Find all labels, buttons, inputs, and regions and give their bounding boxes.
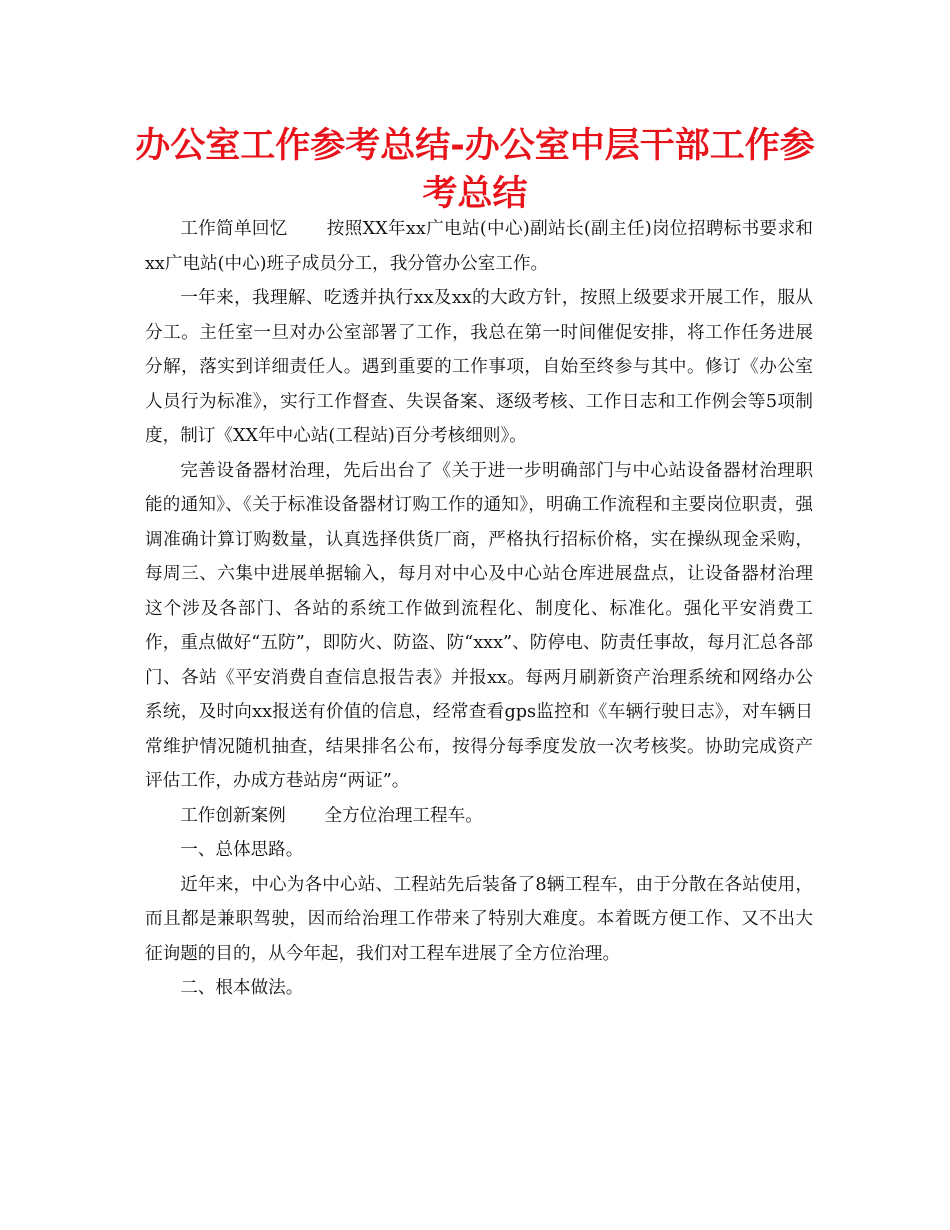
paragraph-heading-1 (145, 833, 813, 868)
paragraph-text: 一年来，我理解、吃透并执行xx及xx的大政方针，按照上级要求开展工作，服从分工。主任室一旦对办公室部署了工作，我总在第一时间催促安排，将工作任务进展分解，落实到详细责任人。遇到重要的工作事项，自始至终参与其中。修订《办公室人员行为标准》，实行工作督查、失误备案、逐级考核、工作日志和工作例会等5项制度，制订《XX年中心站(工程站)百分考核细则》。 (145, 288, 813, 446)
document-body (145, 212, 813, 1006)
paragraph-heading-2 (145, 971, 813, 1006)
paragraph-lead: 工作简单回忆 (180, 219, 288, 239)
paragraph-equipment (145, 454, 813, 799)
paragraph-innovation-case (145, 799, 813, 834)
paragraph-text: 全方位治理工程车。 (324, 805, 483, 826)
document-title: 办公室工作参考总结-办公室中层干部工作参考总结 (135, 126, 815, 214)
paragraph-vehicles (145, 868, 813, 972)
paragraph-text: 完善设备器材治理，先后出台了《关于进一步明确部门与中心站设备器材治理职能的通知》、《关于标准设备器材订购工作的通知》，明确工作流程和主要岗位职责，强调准确计算订购数量，认真选择供货厂商，严格执行招标价格，实在操纵现金采购，每周三、六集中进展单据输入，每月对中心及中心站仓库进展盘点，让设备器材治理这个涉及各部门、各站的系统工作做到流程化、制度化、标准化。强化平安消费工作，重点做好“五防”，即防火、防盗、防“xxx”、防停电、防责任事故，每月汇总各部门、各站《平安消费自查信息报告表》并报xx。每两月刷新资产治理系统和网络办公系统，及时向xx报送有价值的信息，经常查看gps监控和《车辆行驶日志》，对车辆日常维护情况随机抽查，结果排名公布，按得分每季度发放一次考核奖。协助完成资产评估工作，办成方巷站房“两证”。 (145, 460, 813, 791)
paragraph-text: 按照XX年xx广电站(中心)副站长(副主任)岗位招聘标书要求和xx广电站(中心)班子成员分工，我分管办公室工作。 (145, 219, 813, 274)
paragraph-year-work (145, 281, 813, 454)
paragraph-lead: 工作创新案例 (180, 805, 286, 826)
paragraph-text: 近年来，中心为各中心站、工程站先后装备了8辆工程车，由于分散在各站使用，而且都是兼职驾驶，因而给治理工作带来了特别大难度。本着既方便工作、又不出大征询题的目的，从今年起，我们对工程车进展了全方位治理。 (145, 874, 813, 964)
paragraph-text: 二、根本做法。 (180, 978, 304, 998)
paragraph-review (145, 212, 813, 281)
paragraph-text: 一、总体思路。 (180, 840, 304, 860)
